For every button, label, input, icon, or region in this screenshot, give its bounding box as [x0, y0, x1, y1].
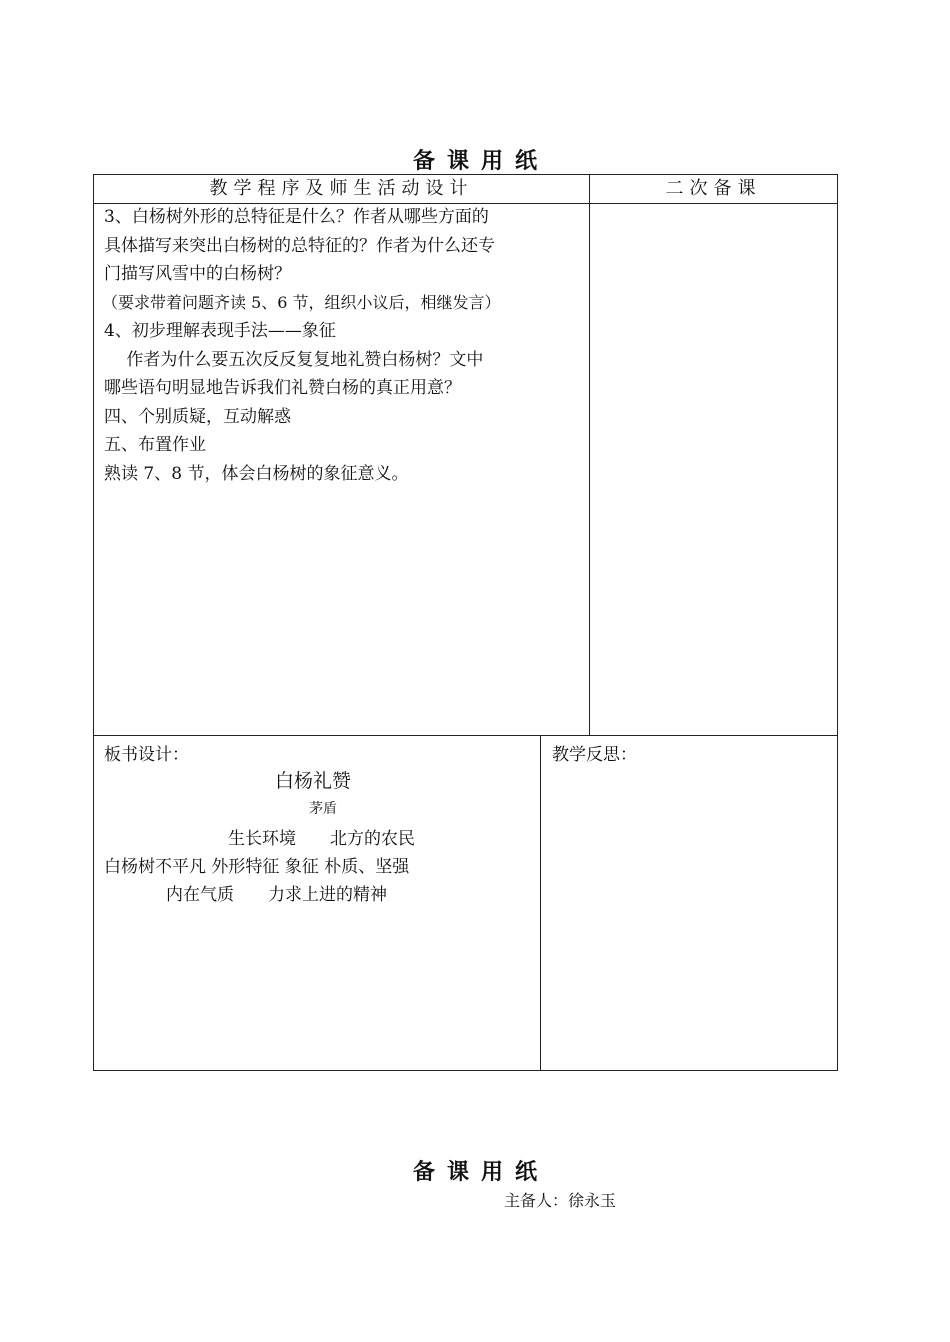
board-title: 白杨礼赞	[275, 770, 352, 792]
lower-column-divider	[540, 735, 541, 1071]
content-line: 五、布置作业	[104, 435, 206, 455]
content-line: 3、白杨树外形的总特征是什么？作者从哪些方面的	[104, 207, 489, 227]
board-line: 白杨树不平凡 外形特征 象征 朴质、坚强	[104, 857, 410, 877]
content-line: 门描写风雪中的白杨树？	[104, 264, 291, 284]
content-line: 熟读 7、8 节，体会白杨树的象征意义。	[104, 463, 409, 484]
board-line: 生长环境 北方的农民	[228, 829, 415, 849]
content-line: （要求带着问题齐读 5、6 节，组织小议后，相继发言）	[102, 292, 501, 312]
board-design	[104, 738, 534, 1068]
column-divider	[589, 174, 590, 736]
column-header-activities: 教学程序及师生活动设计	[209, 178, 474, 199]
preparer-name: 主备人：徐永玉	[504, 1191, 617, 1210]
content-line: 四、个别质疑，互动解惑	[104, 406, 291, 427]
content-line: 作者为什么要五次反反复复地礼赞白杨树？文中	[104, 349, 484, 370]
column-header-second-prep: 二次备课	[665, 178, 762, 199]
teaching-reflection	[552, 738, 832, 1068]
content-line: 哪些语句明显地告诉我们礼赞白杨的真正用意？	[104, 378, 461, 398]
reflection-label: 教学反思：	[552, 745, 637, 765]
board-author: 茅盾	[309, 801, 337, 817]
teaching-procedure-text	[104, 203, 501, 488]
content-line: 具体描写来突出白杨树的总特征的？作者为什么还专	[104, 235, 495, 256]
page-title-next: 备课用纸	[412, 1160, 549, 1185]
page-title: 备课用纸	[412, 149, 549, 174]
content-line: 4、初步理解表现手法——象征	[104, 321, 336, 341]
board-line: 内在气质 力求上进的精神	[166, 885, 387, 905]
board-design-label: 板书设计：	[104, 745, 189, 765]
